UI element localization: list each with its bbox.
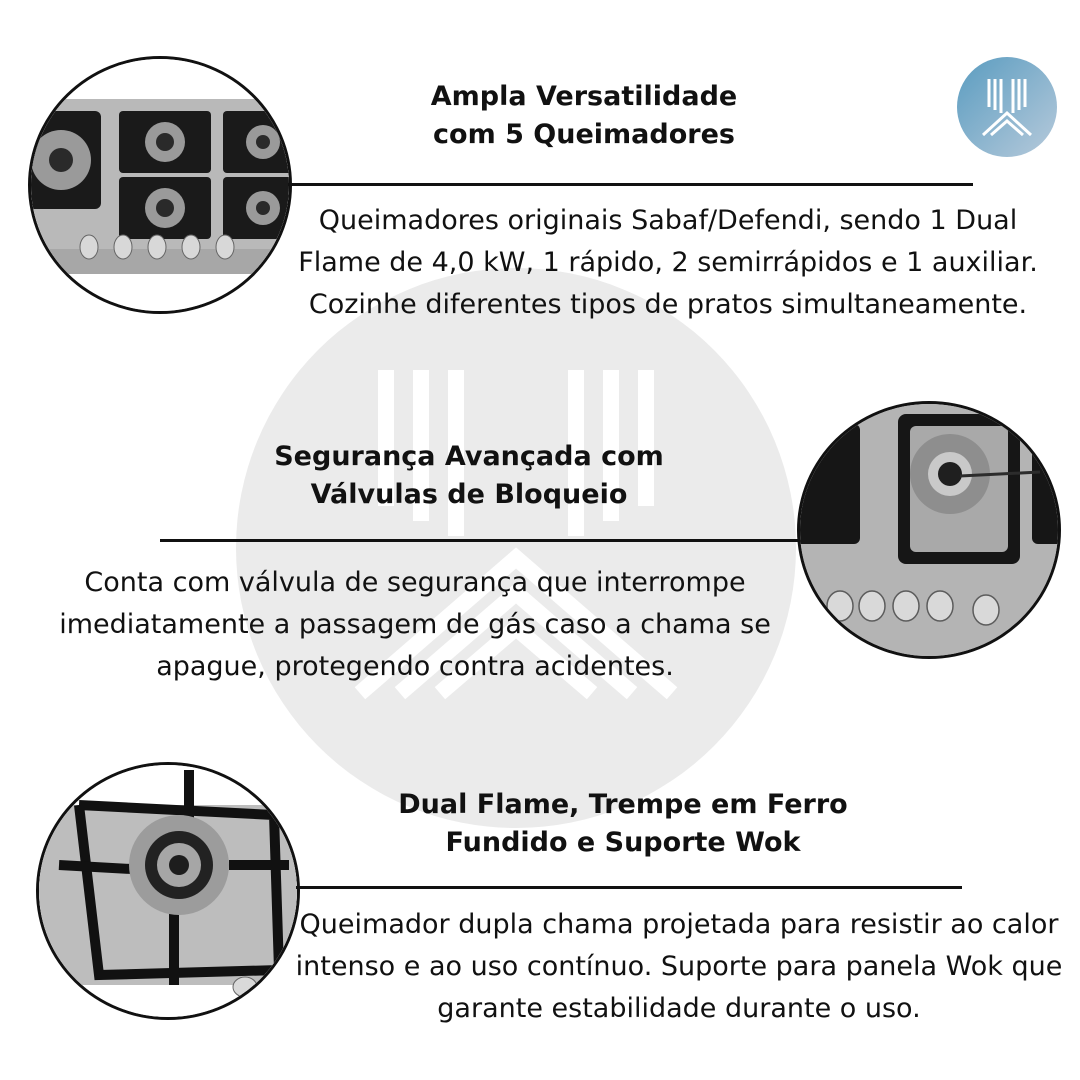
feature-2-divider (160, 539, 800, 542)
feature-2-title-line2: Válvulas de Bloqueio (310, 479, 628, 510)
feature-3-title-line2: Fundido e Suporte Wok (445, 827, 801, 858)
burner-valve-knobs-photo (797, 401, 1061, 659)
feature-1-title-line2: com 5 Queimadores (433, 119, 735, 150)
feature-3-title-line1: Dual Flame, Trempe em Ferro (398, 789, 848, 820)
feature-1-description: Queimadores originais Sabaf/Defendi, sendo 1 Dual Flame de 4,0 kW, 1 rápido, 2 semirrápidos e 1 auxiliar. Cozinhe diferentes tipos de pratos simultaneamente. (298, 205, 1038, 320)
cooktop-five-burners-photo (28, 56, 292, 314)
feature-3-title (388, 786, 858, 862)
dual-flame-grate-photo (36, 762, 300, 1020)
feature-1-divider (288, 183, 973, 186)
feature-1-title (384, 78, 784, 154)
feature-2-description: Conta com válvula de segurança que interrompe imediatamente a passagem de gás caso a chama se apague, protegendo contra acidentes. (59, 567, 771, 682)
feature-1-title-line1: Ampla Versatilidade (430, 81, 738, 112)
feature-3-divider (296, 886, 962, 889)
brand-watermark (236, 268, 796, 828)
feature-2-title-line1: Segurança Avançada com (274, 441, 664, 472)
brand-logo (955, 55, 1059, 159)
feature-3-description: Queimador dupla chama projetada para resistir ao calor intenso e ao uso contínuo. Suporte para panela Wok que garante estabilidade durante o uso. (295, 909, 1063, 1024)
feature-2-title (254, 438, 684, 514)
